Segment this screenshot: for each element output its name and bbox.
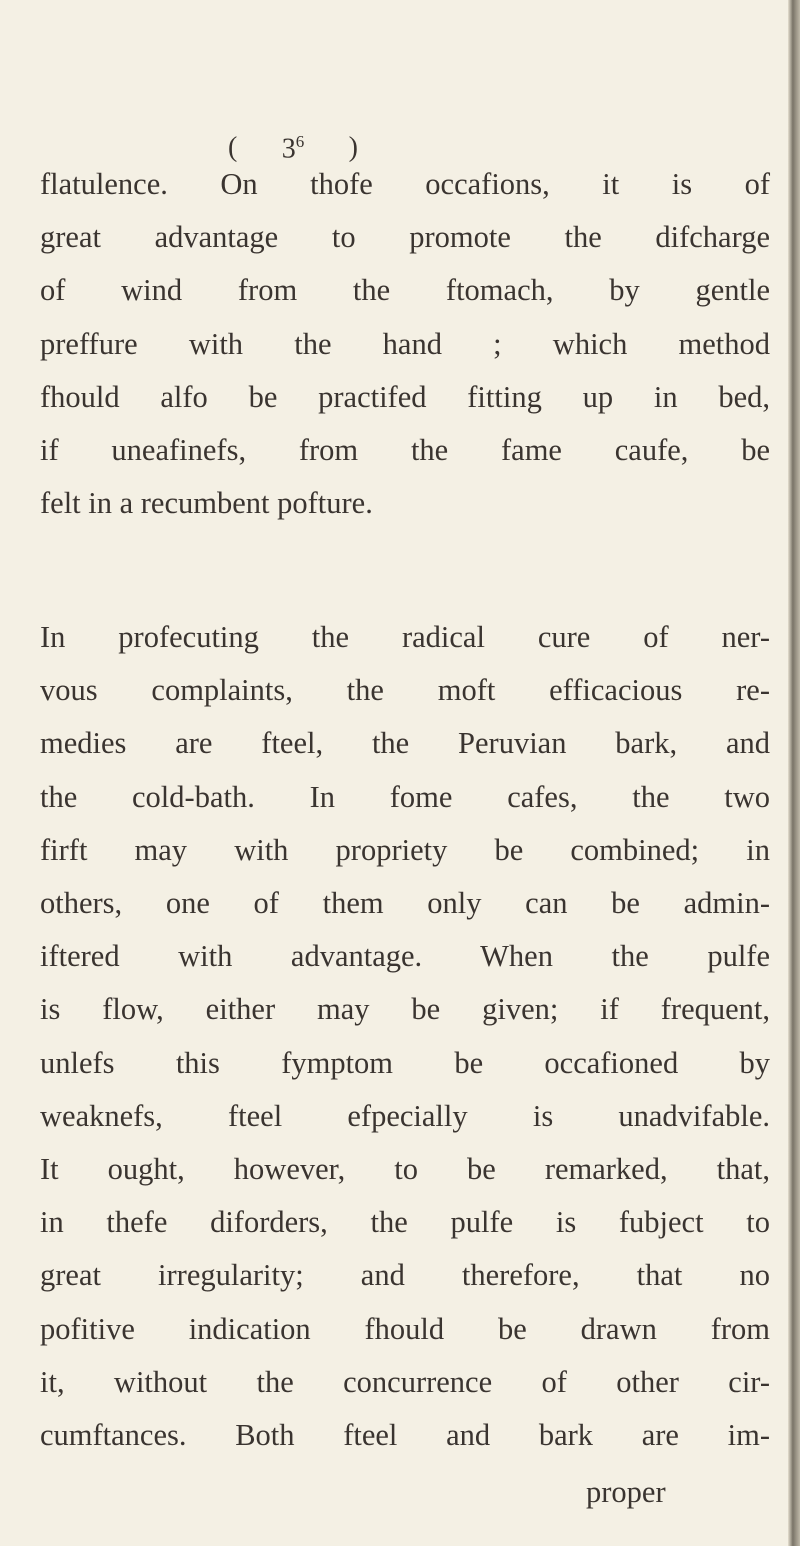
text-line: great advantage to promote the difcharge xyxy=(40,220,770,255)
text-line: the cold-bath. In fome cafes, the two xyxy=(40,779,770,814)
text-line: unlefs this fymptom be occafioned by xyxy=(40,1045,770,1080)
page-number xyxy=(228,132,358,165)
text-line: great irregularity; and therefore, that no xyxy=(40,1258,770,1293)
paren-open: ( xyxy=(228,132,238,163)
text-line: medies are fteel, the Peruvian bark, and xyxy=(40,726,770,761)
text-line: pofitive indication fhould be drawn from xyxy=(40,1311,770,1346)
text-line: it, without the concurrence of other cir- xyxy=(40,1364,770,1399)
page-edge xyxy=(788,0,800,1546)
text-line: In profecuting the radical cure of ner- xyxy=(40,620,770,654)
catchword: proper xyxy=(586,1475,666,1509)
text-line: iftered with advantage. When the pulfe xyxy=(40,939,770,974)
page-num: $3^6$ xyxy=(281,132,305,165)
text-line: It ought, however, to be remarked, that, xyxy=(40,1152,770,1186)
text-line: firft may with propriety be combined; in xyxy=(40,832,770,867)
text-line: others, one of them only can be admin- xyxy=(40,886,770,920)
text-line: cumftances. Both fteel and bark are im- xyxy=(40,1418,770,1452)
text-line: flatulence. On thofe occafions, it is of xyxy=(40,167,770,201)
text-line: if uneafinefs, from the fame caufe, be xyxy=(40,433,770,467)
text-line: preffure with the hand ; which method xyxy=(40,326,770,361)
text-line: weaknefs, fteel efpecially is unadvifable. xyxy=(40,1098,770,1133)
text-line: in thefe diforders, the pulfe is fubject to xyxy=(40,1205,770,1240)
text-line: is flow, either may be given; if frequent, xyxy=(40,992,770,1027)
text-line: of wind from the ftomach, by gentle xyxy=(40,273,770,308)
paren-close: ) xyxy=(348,132,358,163)
text-line: felt in a recumbent pofture. xyxy=(40,486,373,521)
text-line: fhould alfo be practifed fitting up in bed, xyxy=(40,379,770,414)
text-line: vous complaints, the moft efficacious re- xyxy=(40,673,770,708)
